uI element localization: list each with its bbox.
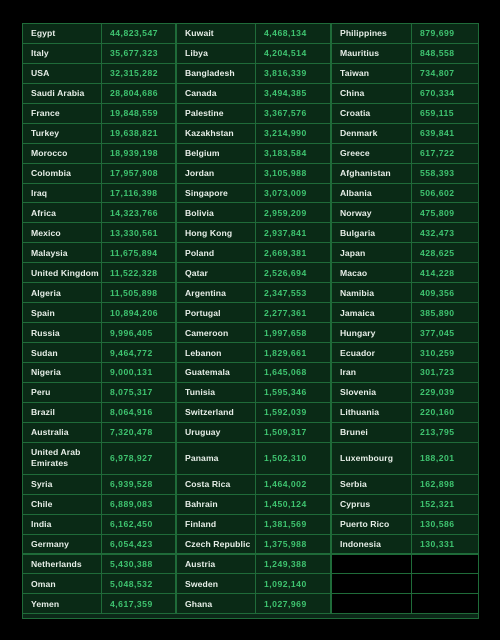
population-value-cell: 3,214,990 — [255, 123, 331, 144]
country-name-cell: Syria — [22, 474, 102, 495]
country-name-cell: Jamaica — [331, 302, 412, 323]
population-value-cell: 506,602 — [411, 183, 479, 204]
population-value-cell: 558,393 — [411, 163, 479, 184]
population-value-cell: 659,115 — [411, 103, 479, 124]
population-value-cell: 44,823,547 — [101, 23, 176, 44]
population-value-cell: 19,848,559 — [101, 103, 176, 124]
population-value-cell: 639,841 — [411, 123, 479, 144]
country-name-cell: Bulgaria — [331, 222, 412, 243]
population-value-cell: 1,381,569 — [255, 514, 331, 535]
population-value-cell: 7,320,478 — [101, 422, 176, 443]
country-name-cell: Jordan — [176, 163, 256, 184]
country-name-cell: Chile — [22, 494, 102, 515]
country-name-cell: Oman — [22, 573, 102, 594]
country-name-cell: Finland — [176, 514, 256, 535]
population-value-cell: 5,048,532 — [101, 573, 176, 594]
country-name-cell: Turkey — [22, 123, 102, 144]
country-name-cell — [331, 554, 412, 575]
population-value-cell: 1,375,988 — [255, 534, 331, 555]
population-value-cell: 670,334 — [411, 83, 479, 104]
country-name-cell: Albania — [331, 183, 412, 204]
population-value-cell: 13,330,561 — [101, 222, 176, 243]
country-name-cell: United Arab Emirates — [22, 442, 102, 475]
population-value-cell: 6,939,528 — [101, 474, 176, 495]
country-name-cell: Japan — [331, 242, 412, 263]
country-name-cell: Lebanon — [176, 342, 256, 363]
population-value-cell: 1,509,317 — [255, 422, 331, 443]
population-value-cell: 6,889,083 — [101, 494, 176, 515]
country-name-cell: Algeria — [22, 282, 102, 303]
country-name-cell: Ghana — [176, 593, 256, 614]
population-value-cell: 1,450,124 — [255, 494, 331, 515]
population-value-cell: 9,000,131 — [101, 362, 176, 383]
population-value-cell: 734,807 — [411, 63, 479, 84]
country-name-cell: Netherlands — [22, 554, 102, 575]
population-value-cell — [411, 573, 479, 594]
population-value-cell: 162,898 — [411, 474, 479, 495]
population-value-cell: 9,464,772 — [101, 342, 176, 363]
country-name-cell: Norway — [331, 202, 412, 223]
country-name-cell: Libya — [176, 43, 256, 64]
country-name-cell: Cameroon — [176, 322, 256, 343]
country-name-cell: Palestine — [176, 103, 256, 124]
population-value-cell: 11,675,894 — [101, 242, 176, 263]
country-name-cell: Austria — [176, 554, 256, 575]
population-value-cell: 4,468,134 — [255, 23, 331, 44]
population-value-cell: 385,890 — [411, 302, 479, 323]
country-name-cell: Saudi Arabia — [22, 83, 102, 104]
country-name-cell: Mexico — [22, 222, 102, 243]
country-name-cell: Bangladesh — [176, 63, 256, 84]
country-name-cell: Cyprus — [331, 494, 412, 515]
country-name-cell — [331, 573, 412, 594]
country-name-cell: Namibia — [331, 282, 412, 303]
population-value-cell: 14,323,766 — [101, 202, 176, 223]
population-value-cell: 3,367,576 — [255, 103, 331, 124]
country-name-cell: Tunisia — [176, 382, 256, 403]
country-name-cell: Denmark — [331, 123, 412, 144]
population-value-cell: 1,592,039 — [255, 402, 331, 423]
country-name-cell: Greece — [331, 143, 412, 164]
country-name-cell: Bolivia — [176, 202, 256, 223]
population-value-cell: 8,075,317 — [101, 382, 176, 403]
country-name-cell: Uruguay — [176, 422, 256, 443]
population-value-cell: 8,064,916 — [101, 402, 176, 423]
population-value-cell: 475,809 — [411, 202, 479, 223]
country-name-cell: Kuwait — [176, 23, 256, 44]
country-name-cell — [331, 593, 412, 614]
population-value-cell: 1,645,068 — [255, 362, 331, 383]
population-value-cell: 130,331 — [411, 534, 479, 555]
population-value-cell: 3,073,009 — [255, 183, 331, 204]
country-name-cell: Luxembourg — [331, 442, 412, 475]
country-name-cell: Singapore — [176, 183, 256, 204]
country-name-cell: USA — [22, 63, 102, 84]
population-value-cell: 11,505,898 — [101, 282, 176, 303]
population-value-cell: 1,027,969 — [255, 593, 331, 614]
population-value-cell: 879,699 — [411, 23, 479, 44]
population-value-cell: 1,502,310 — [255, 442, 331, 475]
country-name-cell: Qatar — [176, 262, 256, 283]
country-name-cell: Kazakhstan — [176, 123, 256, 144]
population-value-cell: 3,816,339 — [255, 63, 331, 84]
country-name-cell: Panama — [176, 442, 256, 475]
country-name-cell: India — [22, 514, 102, 535]
population-value-cell — [411, 593, 479, 614]
country-name-cell: China — [331, 83, 412, 104]
country-name-cell: Yemen — [22, 593, 102, 614]
country-name-cell: Russia — [22, 322, 102, 343]
population-value-cell: 414,228 — [411, 262, 479, 283]
population-value-cell: 4,204,514 — [255, 43, 331, 64]
country-name-cell: Germany — [22, 534, 102, 555]
population-value-cell: 428,625 — [411, 242, 479, 263]
country-name-cell: Costa Rica — [176, 474, 256, 495]
population-value-cell: 301,723 — [411, 362, 479, 383]
population-value-cell: 310,259 — [411, 342, 479, 363]
country-name-cell: Hong Kong — [176, 222, 256, 243]
population-value-cell: 377,045 — [411, 322, 479, 343]
country-name-cell: Argentina — [176, 282, 256, 303]
population-value-cell: 2,959,209 — [255, 202, 331, 223]
population-value-cell: 1,092,140 — [255, 573, 331, 594]
country-name-cell: Egypt — [22, 23, 102, 44]
country-name-cell: Taiwan — [331, 63, 412, 84]
country-name-cell: Guatemala — [176, 362, 256, 383]
population-value-cell: 1,829,661 — [255, 342, 331, 363]
population-value-cell: 5,430,388 — [101, 554, 176, 575]
country-name-cell: Switzerland — [176, 402, 256, 423]
population-value-cell: 152,321 — [411, 494, 479, 515]
population-value-cell: 130,586 — [411, 514, 479, 535]
population-value-cell: 19,638,821 — [101, 123, 176, 144]
population-value-cell: 9,996,405 — [101, 322, 176, 343]
country-name-cell: Brunei — [331, 422, 412, 443]
country-name-cell: Peru — [22, 382, 102, 403]
population-value-cell: 6,054,423 — [101, 534, 176, 555]
population-value-cell: 35,677,323 — [101, 43, 176, 64]
population-value-cell: 2,347,553 — [255, 282, 331, 303]
country-name-cell: Afghanistan — [331, 163, 412, 184]
population-value-cell: 6,162,450 — [101, 514, 176, 535]
population-value-cell: 213,795 — [411, 422, 479, 443]
country-name-cell: Morocco — [22, 143, 102, 164]
population-value-cell: 1,997,658 — [255, 322, 331, 343]
population-value-cell: 28,804,686 — [101, 83, 176, 104]
country-name-cell: Spain — [22, 302, 102, 323]
country-name-cell: Ecuador — [331, 342, 412, 363]
country-name-cell: France — [22, 103, 102, 124]
country-name-cell: Nigeria — [22, 362, 102, 383]
population-value-cell — [411, 554, 479, 575]
country-name-cell: Sweden — [176, 573, 256, 594]
population-value-cell: 2,526,694 — [255, 262, 331, 283]
country-name-cell: Macao — [331, 262, 412, 283]
country-name-cell: United Kingdom — [22, 262, 102, 283]
country-name-cell: Sudan — [22, 342, 102, 363]
population-value-cell: 10,894,206 — [101, 302, 176, 323]
population-value-cell: 4,617,359 — [101, 593, 176, 614]
population-value-cell: 432,473 — [411, 222, 479, 243]
country-name-cell: Puerto Rico — [331, 514, 412, 535]
population-value-cell: 220,160 — [411, 402, 479, 423]
country-name-cell: Poland — [176, 242, 256, 263]
country-name-cell: Belgium — [176, 143, 256, 164]
country-name-cell: Croatia — [331, 103, 412, 124]
country-name-cell: Indonesia — [331, 534, 412, 555]
population-value-cell: 1,464,002 — [255, 474, 331, 495]
country-name-cell: Iraq — [22, 183, 102, 204]
country-name-cell: Lithuania — [331, 402, 412, 423]
population-value-cell: 3,494,385 — [255, 83, 331, 104]
population-value-cell: 1,595,346 — [255, 382, 331, 403]
population-value-cell: 18,939,198 — [101, 143, 176, 164]
population-value-cell: 617,722 — [411, 143, 479, 164]
population-value-cell: 409,356 — [411, 282, 479, 303]
population-value-cell: 2,669,381 — [255, 242, 331, 263]
country-name-cell: Iran — [331, 362, 412, 383]
country-name-cell: Malaysia — [22, 242, 102, 263]
population-value-cell: 11,522,328 — [101, 262, 176, 283]
population-value-cell: 2,937,841 — [255, 222, 331, 243]
country-name-cell: Colombia — [22, 163, 102, 184]
country-name-cell: Hungary — [331, 322, 412, 343]
country-name-cell: Slovenia — [331, 382, 412, 403]
country-name-cell: Serbia — [331, 474, 412, 495]
population-value-cell: 6,978,927 — [101, 442, 176, 475]
country-name-cell: Bahrain — [176, 494, 256, 515]
population-value-cell: 17,116,398 — [101, 183, 176, 204]
country-name-cell: Australia — [22, 422, 102, 443]
population-value-cell: 229,039 — [411, 382, 479, 403]
country-name-cell: Italy — [22, 43, 102, 64]
population-value-cell: 188,201 — [411, 442, 479, 475]
population-value-cell: 17,957,908 — [101, 163, 176, 184]
population-value-cell: 2,277,361 — [255, 302, 331, 323]
country-name-cell: Czech Republic — [176, 534, 256, 555]
population-value-cell: 848,558 — [411, 43, 479, 64]
country-name-cell: Portugal — [176, 302, 256, 323]
population-value-cell: 3,105,988 — [255, 163, 331, 184]
country-name-cell: Brazil — [22, 402, 102, 423]
country-name-cell: Canada — [176, 83, 256, 104]
population-value-cell: 3,183,584 — [255, 143, 331, 164]
country-name-cell: Mauritius — [331, 43, 412, 64]
population-value-cell: 1,249,388 — [255, 554, 331, 575]
population-value-cell: 32,315,282 — [101, 63, 176, 84]
country-name-cell: Philippines — [331, 23, 412, 44]
country-name-cell: Africa — [22, 202, 102, 223]
